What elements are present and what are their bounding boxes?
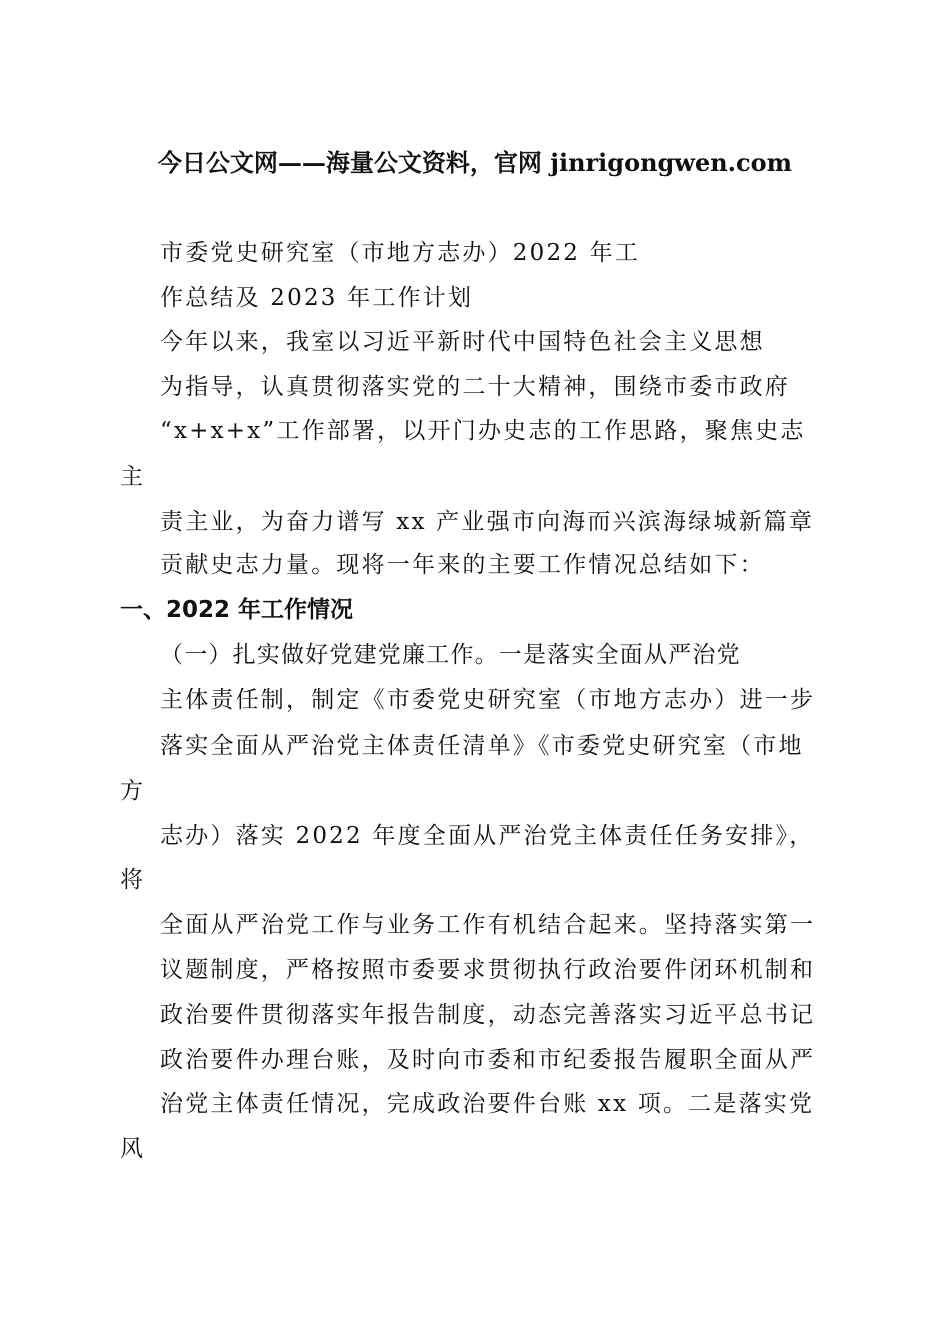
site-banner: 今日公文网——海量公文资料，官网 jinrigongwen.com <box>157 148 793 177</box>
body-line: 贡献史志力量。现将一年来的主要工作情况总结如下： <box>160 552 765 578</box>
body-line: 志办）落实 2022 年度全面从严治党主体责任任务安排》， <box>160 823 815 849</box>
body-line: “x+x+x”工作部署，以开门办史志的工作思路，聚焦史志 <box>160 418 806 444</box>
body-line: 治党主体责任情况，完成政治要件台账 xx 项。二是落实党 <box>160 1091 815 1117</box>
subsection-line: （一）扎实做好党建党廉工作。一是落实全面从严治党 <box>160 642 741 668</box>
body-line: 政治要件贯彻落实年报告制度，动态完善落实习近平总书记 <box>160 1002 816 1028</box>
body-line-wrap: 主 <box>120 464 146 490</box>
body-line: 政治要件办理台账，及时向市委和市纪委报告履职全面从严 <box>160 1047 816 1073</box>
body-line: 落实全面从严治党主体责任清单》《市委党史研究室（市地 <box>160 733 804 759</box>
section-heading: 一、2022 年工作情况 <box>120 597 354 623</box>
body-line-wrap: 方 <box>120 778 146 804</box>
body-line: 为指导，认真贯彻落实党的二十大精神，围绕市委市政府 <box>160 374 790 400</box>
document-title-line-1: 市委党史研究室（市地方志办）2022 年工 <box>160 240 641 266</box>
document-title-line-2: 作总结及 2023 年工作计划 <box>160 285 474 311</box>
body-line: 全面从严治党工作与业务工作有机结合起来。坚持落实第一 <box>160 912 816 938</box>
body-line: 今年以来，我室以习近平新时代中国特色社会主义思想 <box>160 329 765 355</box>
body-line-wrap: 将 <box>120 867 146 893</box>
body-line: 议题制度，严格按照市委要求贯彻执行政治要件闭环机制和 <box>160 957 816 983</box>
body-line: 责主业，为奋力谱写 xx 产业强市向海而兴滨海绿城新篇章 <box>160 509 815 535</box>
body-line: 主体责任制，制定《市委党史研究室（市地方志办）进一步 <box>160 687 816 713</box>
body-line-wrap: 风 <box>120 1136 146 1162</box>
